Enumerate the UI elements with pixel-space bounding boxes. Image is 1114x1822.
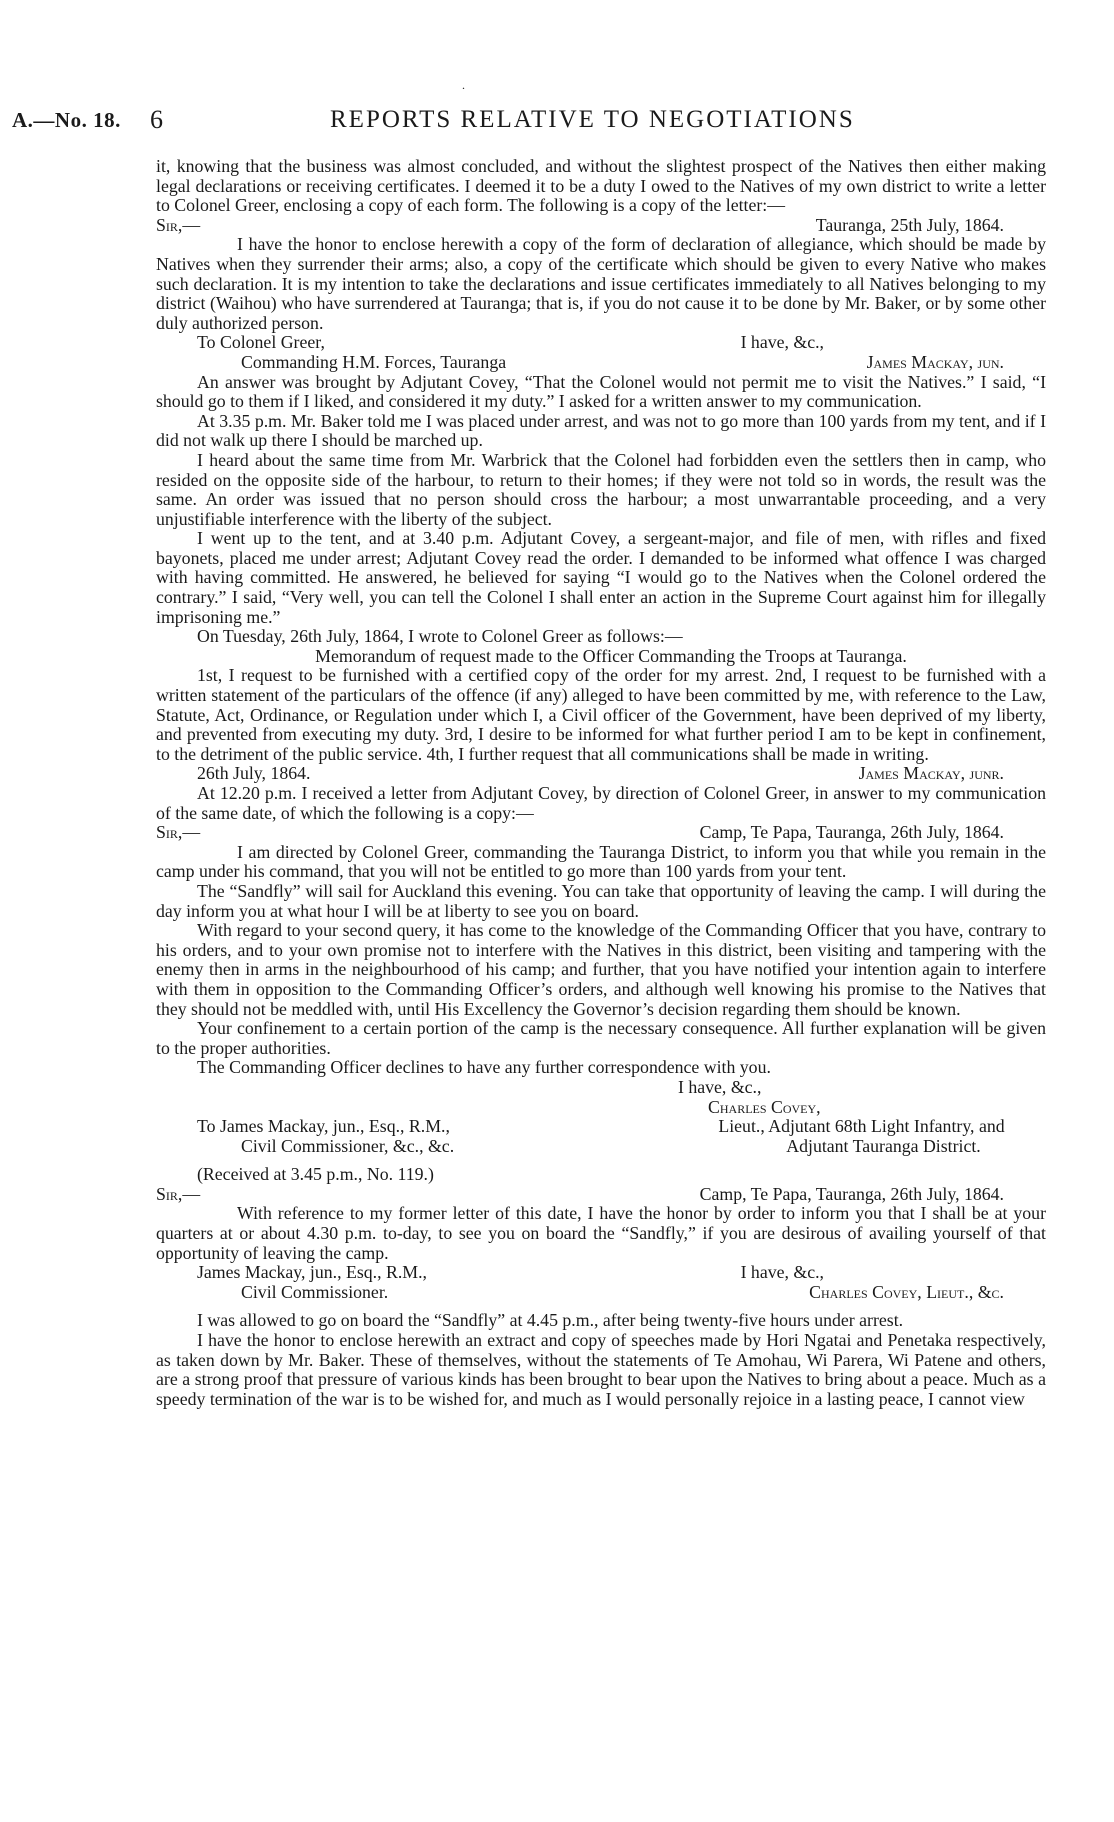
paragraph: I have the honor to enclose herewith an extract and copy of speeches made by Hori Ngatai and Penetaka respectively, as taken down by Mr. Baker. These of themselves, without the statements of Te Amohau, Wi Parera, Wi Patene and others, are a strong proof that pressure of various kinds has been brought to bear upon the Natives to bring about a peace. Much as a speedy termination of the war is to be wished for, and much as I would personally rejoice in a lasting peace, I cannot view <box>156 1330 1046 1409</box>
received-note: (Received at 3.45 p.m., No. 119.) <box>197 1164 434 1185</box>
letter-recipient: James Mackay, jun., Esq., R.M., <box>197 1262 427 1283</box>
letter-signature: James Mackay, jun. <box>866 351 1004 372</box>
letter-have: I have, &c., <box>678 1076 762 1097</box>
letter-header <box>156 216 1046 236</box>
letter-signature: Charles Covey, Lieut., &c. <box>809 1281 1004 1302</box>
letter-closing <box>156 1117 1046 1137</box>
letter-recipient: Civil Commissioner, &c., &c. <box>241 1135 455 1156</box>
paragraph: At 3.35 p.m. Mr. Baker told me I was placed under arrest, and was not to go more than 100 yards from my tent, and if I did not walk up there I should be marched up. <box>156 410 1046 451</box>
memo-signature: James Mackay, junr. <box>858 763 1004 784</box>
document-reference: A.—No. 18. <box>12 108 121 132</box>
letter-closing <box>156 353 1046 373</box>
paragraph: At 12.20 p.m. I received a letter from Adjutant Covey, by direction of Colonel Greer, in answer to my communication of the same date, of which the following is a copy:— <box>156 783 1046 823</box>
page-number: 6 <box>150 105 163 134</box>
letter-closing <box>156 333 1046 353</box>
letter-body: Your confinement to a certain portion of the camp is the necessary consequence. All further explanation will be given to the proper authorities. <box>156 1018 1046 1058</box>
letter-have: I have, &c., <box>740 1262 824 1283</box>
page-title: REPORTS RELATIVE TO NEGOTIATIONS <box>330 106 855 133</box>
letter-closing <box>156 1283 1046 1303</box>
paragraph: I was allowed to go on board the “Sandfly” at 4.45 p.m., after being twenty-five hours under arrest. <box>197 1310 904 1331</box>
letter-recipient: Commanding H.M. Forces, Tauranga <box>241 351 507 372</box>
paragraph: I heard about the same time from Mr. Warbrick that the Colonel had forbidden even the settlers then in camp, who resided on the opposite side of the harbour, to return to their homes; if they were not told so in words, the result was the same. An order was issued that no person should cross the harbour; a most unwarrantable proceeding, and a very unjustifiable interference with the liberty of the subject. <box>156 449 1046 529</box>
document-body <box>156 157 1046 1409</box>
letter-body: With reference to my former letter of this date, I have the honor by order to inform you that I shall be at your quarters at or about 4.30 p.m. to-day, to see you on board the “Sandfly,” if you are desirous of availing yourself of that opportunity of leaving the camp. <box>156 1203 1046 1263</box>
letter-header <box>156 1185 1046 1205</box>
letter-closing <box>156 1263 1046 1283</box>
memo-title: Memorandum of request made to the Officer Commanding the Troops at Tauranga. <box>315 645 907 666</box>
letter-place-date: Tauranga, 25th July, 1864. <box>815 214 1004 235</box>
paragraph: An answer was brought by Adjutant Covey, “That the Colonel would not permit me to visit the Natives.” I said, “I should go to them if I liked, and considered it my duty.” I asked for a written answer to my communication. <box>156 371 1046 412</box>
letter-body: With regard to your second query, it has come to the knowledge of the Commanding Officer that you have, contrary to his orders, and to your own promise not to interfere with the Natives in this district, been visiting and tampering with the enemy then in arms in the neighbourhood of his camp; and further, that you have notified your intention again to interfere with them in opposition to the Commanding Officer’s orders, and although well knowing his promise to the Natives that they should not be meddled with, until His Excellency the Governor’s decision regarding them should be known. <box>156 920 1046 1019</box>
letter-header <box>156 823 1046 843</box>
letter-place-date: Camp, Te Papa, Tauranga, 26th July, 1864. <box>699 1183 1004 1204</box>
letter-body: I have the honor to enclose herewith a copy of the form of declaration of allegiance, which should be made by Natives when they surrender their arms; also, a copy of the certificate which should be given to every Native who makes such declaration. It is my intention to take the declarations and issue certificates immediately to all Natives belonging to my district (Waihou) who have surrendered at Tauranga; that is, if you do not cause it to be done by Mr. Baker, or by some other duly authorized person. <box>156 234 1046 333</box>
letter-have: I have, &c., <box>740 332 824 353</box>
paragraph: I went up to the tent, and at 3.40 p.m. Adjutant Covey, a sergeant-major, and file of men, with rifles and fixed bayonets, placed me under arrest; Adjutant Covey read the order. I demanded to be informed what offence I was charged with having committed. He answered, he believed for saying “I would go to the Natives when the Colonel ordered the contrary.” I said, “Very well, you can tell the Colonel I shall enter an action in the Supreme Court against him for illegally imprisoning me.” <box>156 528 1046 627</box>
letter-closing <box>156 1137 1046 1157</box>
paragraph: On Tuesday, 26th July, 1864, I wrote to Colonel Greer as follows:— <box>197 626 683 647</box>
memo-body: 1st, I request to be furnished with a certified copy of the order for my arrest. 2nd, I request to be furnished with a written statement of the particulars of the offence (if any) alleged to have been committed by me, with reference to the Law, Statute, Act, Ordinance, or Regulation under which I, a Civil officer of the Government, have been deprived of my liberty, and prevented from executing my duty. 3rd, I desire to be informed for what further period I am to be kept in confinement, to the detriment of the public service. 4th, I further request that all communications shall be made in writing. <box>156 665 1046 764</box>
letter-place-date: Camp, Te Papa, Tauranga, 26th July, 1864. <box>699 822 1004 843</box>
signer-rank: Adjutant Tauranga District. <box>786 1135 981 1156</box>
letter-signature: Charles Covey, <box>708 1096 821 1117</box>
salutation: Sir,— <box>156 1183 201 1204</box>
page-header <box>0 105 1114 138</box>
letter-recipient: Civil Commissioner. <box>241 1281 389 1302</box>
letter-body: The “Sandfly” will sail for Auckland this evening. You can take that opportunity of leaving the camp. I will during the day inform you at what hour I will be at liberty to see you on board. <box>156 880 1046 921</box>
salutation: Sir,— <box>156 214 201 235</box>
paragraph: it, knowing that the business was almost concluded, and without the slightest prospect of the Natives then either making legal declarations or receiving certificates. I deemed it to be a duty I owed to the Natives of my own district to write a letter to Colonel Greer, enclosing a copy of each form. The following is a copy of the letter:— <box>156 156 1046 216</box>
signer-rank: Lieut., Adjutant 68th Light Infantry, and <box>718 1116 1005 1137</box>
top-mark: . <box>462 78 465 92</box>
letter-recipient: To James Mackay, jun., Esq., R.M., <box>197 1116 450 1137</box>
letter-recipient: To Colonel Greer, <box>197 332 325 353</box>
memo-date: 26th July, 1864. <box>197 763 311 784</box>
letter-body: I am directed by Colonel Greer, commanding the Tauranga District, to inform you that while you remain in the camp under his command, that you will not be entitled to go more than 100 yards from your tent. <box>156 841 1046 882</box>
letter-body: The Commanding Officer declines to have any further correspondence with you. <box>197 1057 771 1078</box>
salutation: Sir,— <box>156 822 201 843</box>
memo-signature-row <box>156 764 1046 784</box>
